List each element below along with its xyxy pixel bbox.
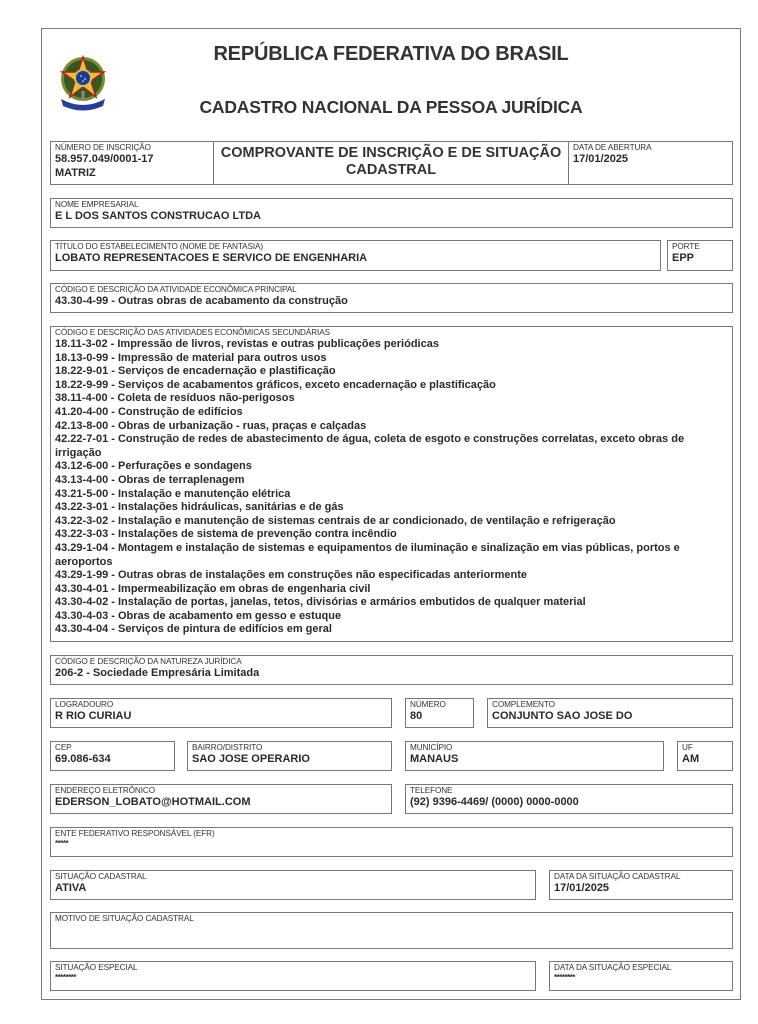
legal-nature-box <box>50 655 733 685</box>
city-value: MANAUS <box>410 753 459 765</box>
opening-date-label: DATA DE ABERTURA <box>573 143 652 152</box>
list-item: 43.29-1-04 - Montagem e instalação de sistemas e equipamentos de iluminação e sinalização em vias públicas, portos e aeroportos <box>55 541 680 568</box>
secondary-activities-list <box>55 338 726 637</box>
list-item: 43.22-3-02 - Instalação e manutenção de sistemas centrais de ar condicionado, de ventilação e refrigeração <box>55 514 616 527</box>
size-value: EPP <box>672 252 695 264</box>
efr-label: ENTE FEDERATIVO RESPONSÁVEL (EFR) <box>55 829 215 838</box>
zip-box <box>50 741 175 771</box>
status-reason-label: MOTIVO DE SITUAÇÃO CADASTRAL <box>55 914 194 923</box>
document-title-box <box>213 141 569 185</box>
secondary-activities-box <box>50 326 733 642</box>
special-status-box <box>50 961 536 991</box>
list-item: 38.11-4-00 - Coleta de resíduos não-perigosos <box>55 392 295 405</box>
registration-number-box <box>50 141 214 185</box>
district-value: SAO JOSE OPERARIO <box>192 753 310 765</box>
registration-number-value: 58.957.049/0001-17 <box>55 153 154 165</box>
list-item: 43.22-3-03 - Instalações de sistema de prevenção contra incêndio <box>55 528 397 541</box>
status-date-label: DATA DA SITUAÇÃO CADASTRAL <box>554 872 681 881</box>
size-box <box>667 240 733 271</box>
list-item: 43.12-6-00 - Perfurações e sondagens <box>55 460 252 473</box>
phone-label: TELEFONE <box>410 786 453 795</box>
main-activity-value: 43.30-4-99 - Outras obras de acabamento da construção <box>55 295 348 307</box>
state-box <box>677 741 733 771</box>
zip-value: 69.086-634 <box>55 753 111 765</box>
company-name-value: E L DOS SANTOS CONSTRUCAO LTDA <box>55 210 261 222</box>
page-title: REPÚBLICA FEDERATIVA DO BRASIL <box>213 43 569 65</box>
status-box <box>50 870 536 900</box>
complement-label: COMPLEMENTO <box>492 700 555 709</box>
special-status-label: SITUAÇÃO ESPECIAL <box>55 963 138 972</box>
email-label: ENDEREÇO ELETRÔNICO <box>55 786 156 795</box>
list-item: 43.13-4-00 - Obras de terraplenagem <box>55 473 245 486</box>
list-item: 43.30-4-02 - Instalação de portas, janelas, tetos, divisórias e armários embutidos de qualquer material <box>55 596 586 609</box>
phone-value: (92) 9396-4469/ (0000) 0000-0000 <box>410 796 579 808</box>
special-status-value: ******** <box>55 973 76 982</box>
address-number-value: 80 <box>410 710 423 722</box>
list-item: 42.22-7-01 - Construção de redes de abastecimento de água, coleta de esgoto e construções correlatas, exceto obras de irrigação <box>55 433 685 459</box>
trade-name-label: TÍTULO DO ESTABELECIMENTO (NOME DE FANTASIA) <box>55 242 264 251</box>
status-date-value: 17/01/2025 <box>554 882 610 894</box>
list-item: 18.22-9-99 - Serviços de acabamentos gráficos, exceto encadernação e plastificação <box>55 378 496 391</box>
district-box <box>187 741 392 771</box>
state-value: AM <box>682 753 700 765</box>
list-item: 43.22-3-01 - Instalações hidráulicas, sanitárias e de gás <box>55 501 344 514</box>
list-item: 18.13-0-99 - Impressão de material para outros usos <box>55 351 327 364</box>
city-label: MUNICÍPIO <box>410 743 453 752</box>
status-date-box <box>549 870 733 900</box>
page-subtitle: CADASTRO NACIONAL DA PESSOA JURÍDICA <box>199 97 583 117</box>
list-item: 43.30-4-04 - Serviços de pintura de edifícios em geral <box>55 623 332 636</box>
efr-box <box>50 827 733 857</box>
efr-value: ***** <box>55 839 69 848</box>
complement-box <box>487 698 733 728</box>
zip-label: CEP <box>55 743 72 752</box>
company-name-label: NOME EMPRESARIAL <box>55 200 139 209</box>
status-value: ATIVA <box>55 882 87 894</box>
legal-nature-value: 206-2 - Sociedade Empresária Limitada <box>55 667 260 679</box>
street-value: R RIO CURIAU <box>55 710 132 722</box>
list-item: 43.30-4-01 - Impermeabilização em obras de engenharia civil <box>55 582 371 595</box>
company-name-box <box>50 198 733 228</box>
document-title: COMPROVANTE DE INSCRIÇÃO E DE SITUAÇÃO CADASTRAL <box>220 145 562 178</box>
state-label: UF <box>682 743 693 752</box>
city-box <box>405 741 664 771</box>
address-number-box <box>405 698 474 728</box>
list-item: 43.29-1-99 - Outras obras de instalações em construções não especificadas anteriormente <box>55 569 527 582</box>
street-box <box>50 698 392 728</box>
trade-name-value: LOBATO REPRESENTACOES E SERVICO DE ENGENHARIA <box>55 252 368 264</box>
secondary-activities-label: CÓDIGO E DESCRIÇÃO DAS ATIVIDADES ECONÔMICAS SECUNDÁRIAS <box>55 328 330 337</box>
special-status-date-value: ******** <box>554 973 575 982</box>
list-item: 18.22-9-01 - Serviços de encadernação e plastificação <box>55 365 336 378</box>
complement-value: CONJUNTO SAO JOSE DO <box>492 710 633 722</box>
registration-type-value: MATRIZ <box>55 167 96 179</box>
registration-number-label: NÚMERO DE INSCRIÇÃO <box>55 143 151 152</box>
special-status-date-label: DATA DA SITUAÇÃO ESPECIAL <box>554 963 672 972</box>
address-number-label: NÚMERO <box>410 700 446 709</box>
status-reason-box <box>50 912 733 949</box>
district-label: BAIRRO/DISTRITO <box>192 743 263 752</box>
list-item: 43.30-4-03 - Obras de acabamento em gesso e estuque <box>55 609 342 622</box>
legal-nature-label: CÓDIGO E DESCRIÇÃO DA NATUREZA JURÍDICA <box>55 657 242 666</box>
main-activity-label: CÓDIGO E DESCRIÇÃO DA ATIVIDADE ECONÔMICA PRINCIPAL <box>55 285 297 294</box>
list-item: 41.20-4-00 - Construção de edifícios <box>55 405 243 418</box>
opening-date-value: 17/01/2025 <box>573 153 629 165</box>
special-status-date-box <box>549 961 733 991</box>
list-item: 18.11-3-02 - Impressão de livros, revistas e outras publicações periódicas <box>55 338 439 350</box>
phone-box <box>405 784 733 814</box>
size-label: PORTE <box>672 242 700 251</box>
trade-name-box <box>50 240 661 271</box>
list-item: 42.13-8-00 - Obras de urbanização - ruas, praças e calçadas <box>55 419 367 432</box>
opening-date-box <box>568 141 733 185</box>
list-item: 43.21-5-00 - Instalação e manutenção elétrica <box>55 487 291 500</box>
email-value: EDERSON_LOBATO@HOTMAIL.COM <box>55 796 251 808</box>
status-label: SITUAÇÃO CADASTRAL <box>55 872 147 881</box>
main-activity-box <box>50 283 733 313</box>
street-label: LOGRADOURO <box>55 700 114 709</box>
email-box <box>50 784 392 814</box>
